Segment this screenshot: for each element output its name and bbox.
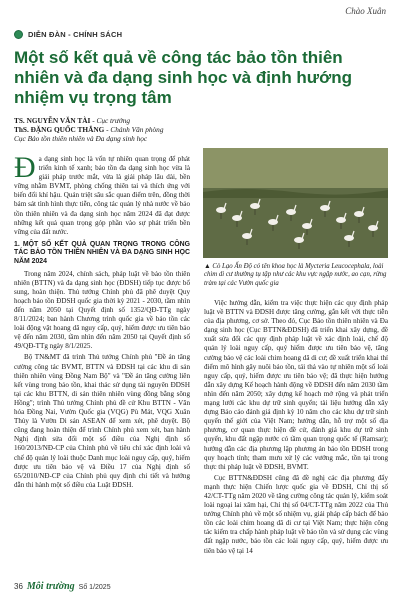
circle-bullet-icon — [14, 30, 23, 39]
section-heading: 1. MỘT SỐ KẾT QUẢ QUAN TRỌNG TRONG CÔNG TÁC BẢO TỒN THIÊN NHIÊN VÀ ĐA DẠNG SINH HỌC NĂM 2024 — [14, 240, 190, 266]
top-strip — [0, 0, 400, 6]
section-header — [14, 30, 122, 39]
author-role: - Chánh Văn phòng — [104, 125, 164, 134]
author-line-2 — [14, 125, 163, 134]
photo-caption: ▲ Cò Lạo Ấn Độ có tên khoa học là Mycteria Leucocephala, loài chim di cư thường tụ tập như các khu vực ngập nước, ao cạn, rừng tràm tại các Vườn quốc gia — [204, 263, 387, 287]
body-paragraph: Cục BTTN&ĐDSH cũng đã đề nghị các địa phương đẩy mạnh thực hiện Chiến lược quốc gia về ĐDSH, Chỉ thị số 42/CT-TTg năm 2020 về tăng cường công tác quản lý, kiểm soát loài ngoại lai xâm hại, Chỉ thị số 04/CT-TTg năm 2022 của Thủ tướng Chính phủ về một số nhiệm vụ, giải pháp cấp bách để bảo tồn các loài chim hoang dã di cư tại Việt Nam; thực hiện công tác kiểm tra chấp hành pháp luật về bảo tồn và sử dụng các vùng đất ngập nước, bảo tồn các loài nguy cấp, quý, hiếm được ưu tiên bảo vệ tại 14 — [204, 473, 388, 555]
photo-water — [203, 188, 388, 258]
author-name: TS. NGUYỄN VĂN TÀI — [14, 116, 91, 125]
article-title: Một số kết quả về công tác bảo tồn thiên nhiên và đa dạng sinh học và định hướng nhiệm vụ trọng tâm — [14, 48, 352, 107]
photo-background — [203, 148, 388, 188]
magazine-name: Môi trường — [26, 581, 75, 592]
section-label: DIỄN ĐÀN - CHÍNH SÁCH — [28, 30, 123, 39]
author-name: ThS. ĐẶNG QUỐC THẮNG — [14, 125, 105, 134]
body-paragraph: Trong năm 2024, chính sách, pháp luật về bảo tồn thiên nhiên (BTTN) và đa dạng sinh học (ĐDSH) tiếp tục được bổ sung, hoàn thiện. Thủ tướng Chính phủ đã phê duyệt Quy hoạch bảo tồn ĐDSH quốc gia thời kỳ 2021 - 2030, tầm nhìn đến năm 2050 tại Quyết định số 1352/QĐ-TTg ngày 8/11/2024; ban hành Chương trình quốc gia về bảo tồn các loài động vật hoang dã nguy cấp, quý, hiếm được ưu tiên bảo vệ đến năm 2030, tầm nhìn đến năm 2050 tại Quyết định số 49/QĐ-TTg ngày 8/1/2025. — [14, 269, 190, 351]
storks-wetland-photo — [203, 148, 388, 258]
body-paragraph: Việc hướng dẫn, kiểm tra việc thực hiện các quy định pháp luật về BTTN và ĐDSH được tăng cường, gắn kết với thực tiễn của địa phương, cơ sở. Theo đó, Cục Bảo tồn thiên nhiên và Đa dạng sinh học (Cục BTTN&ĐDSH) đã triển khai xây dựng, đề xuất sửa đổi các quy định pháp luật về xác định loài, chế độ quản lý loài nguy cấp, quý hiếm được ưu tiên bảo vệ, tăng cường bảo vệ các loài chim hoang dã di cư; đề xuất triển khai thí điểm mô hình gây nuôi bảo tồn, tái thả vào tự nhiên một số loài nguy cấp, quý, hiếm được ưu tiên bảo vệ; đã thực hiện hướng dẫn xây dựng Kế hoạch hành động về ĐDSH đến năm 2030 tầm nhìn đến năm 2050; xây dựng kế hoạch mở rộng và phát triển mạng lưới các khu dự trữ sinh quyển; tài liệu hướng dẫn xây dựng Báo cáo đánh giá định kỳ 10 năm cho các khu dự trữ sinh quyển thế giới của Việt Nam; hướng dẫn, hỗ trợ một số địa phương, cơ quan thực hiện đề cử, đánh giá khu dự trữ sinh quyển, khu đất ngập nước có tầm quan trọng quốc tế (Ramsar); hướng dẫn các địa phương lập phương án bảo tồn ĐDSH trong quy hoạch tỉnh; tham mưu xử lý các vướng mắc, tồn tại trong thực thi pháp luật về ĐDSH, BVMT. — [204, 299, 388, 471]
intro-text: a dạng sinh học là vốn tự nhiên quan trọng để phát triển kinh tế xanh; bảo tồn đa dạng sinh học vừa là giải pháp trước mắt, vừa là giải pháp lâu dài, bền vững nhằm BVMT, phòng chống thiên tai và thích ứng với biến đổi khí hậu. Quán triệt sâu sắc quan điểm trên, đồng thời bám sát tình hình thực tiễn, công tác quản lý nhà nước về bảo tồn thiên nhiên và đa dạng sinh học năm 2024 đã đạt được những kết quả quan trọng góp phần vào sự phát triển bền vững của đất nước. — [14, 155, 190, 236]
drop-cap: Đ — [14, 151, 36, 184]
author-affiliation — [14, 134, 147, 143]
page-number: 36 — [14, 582, 23, 591]
photo-illustration — [203, 148, 388, 258]
intro-paragraph — [14, 151, 190, 237]
season-label: Chào Xuân — [345, 6, 386, 16]
right-column — [204, 299, 388, 558]
issue-number: Số 1/2025 — [78, 584, 111, 591]
affiliation-text: Cục Bảo tồn thiên nhiên và Đa dạng sinh học — [14, 134, 148, 143]
body-paragraph: Bộ TN&MT đã trình Thủ tướng Chính phủ "Đề án tăng cường công tác BVMT, BTTN và ĐDSH tại các khu di sản thiên nhiên vùng Đồng Nam Bộ" và "Đề án tăng cường liên kết vùng trong bảo tồn, khai thác sử dụng tài nguyên ĐDSH tại các khu BTTN, di sản thiên nhiên vùng đồng bằng sông Hồng"; trình Thủ tướng Chính phủ đề cử Khu BTTN - Văn hóa Đồng Nai, Vườn Quốc gia (VQG) Pù Mát, VQG Xuân Thủy là Vườn Di sản ASEAN để xem xét, phê duyệt. Bộ cũng đang hoàn thiện để trình Chính phủ xem xét, ban hành Nghị định sửa đổi một số điều của Nghị định số 160/2013/NĐ-CP của Chính phủ về tiêu chí xác định loài và chế độ quản lý loài thuộc Danh mục loài nguy cấp, quý, hiếm được ưu tiên bảo vệ và Điều 17 của Nghị định số 65/2010/NĐ-CP của Chính phủ quy định chi tiết và hướng dẫn thi hành một số điều của Luật ĐDSH. — [14, 353, 190, 489]
page-footer — [14, 581, 111, 592]
left-column — [14, 151, 190, 492]
author-role: - Cục trưởng — [90, 116, 131, 125]
author-line-1 — [14, 116, 130, 125]
